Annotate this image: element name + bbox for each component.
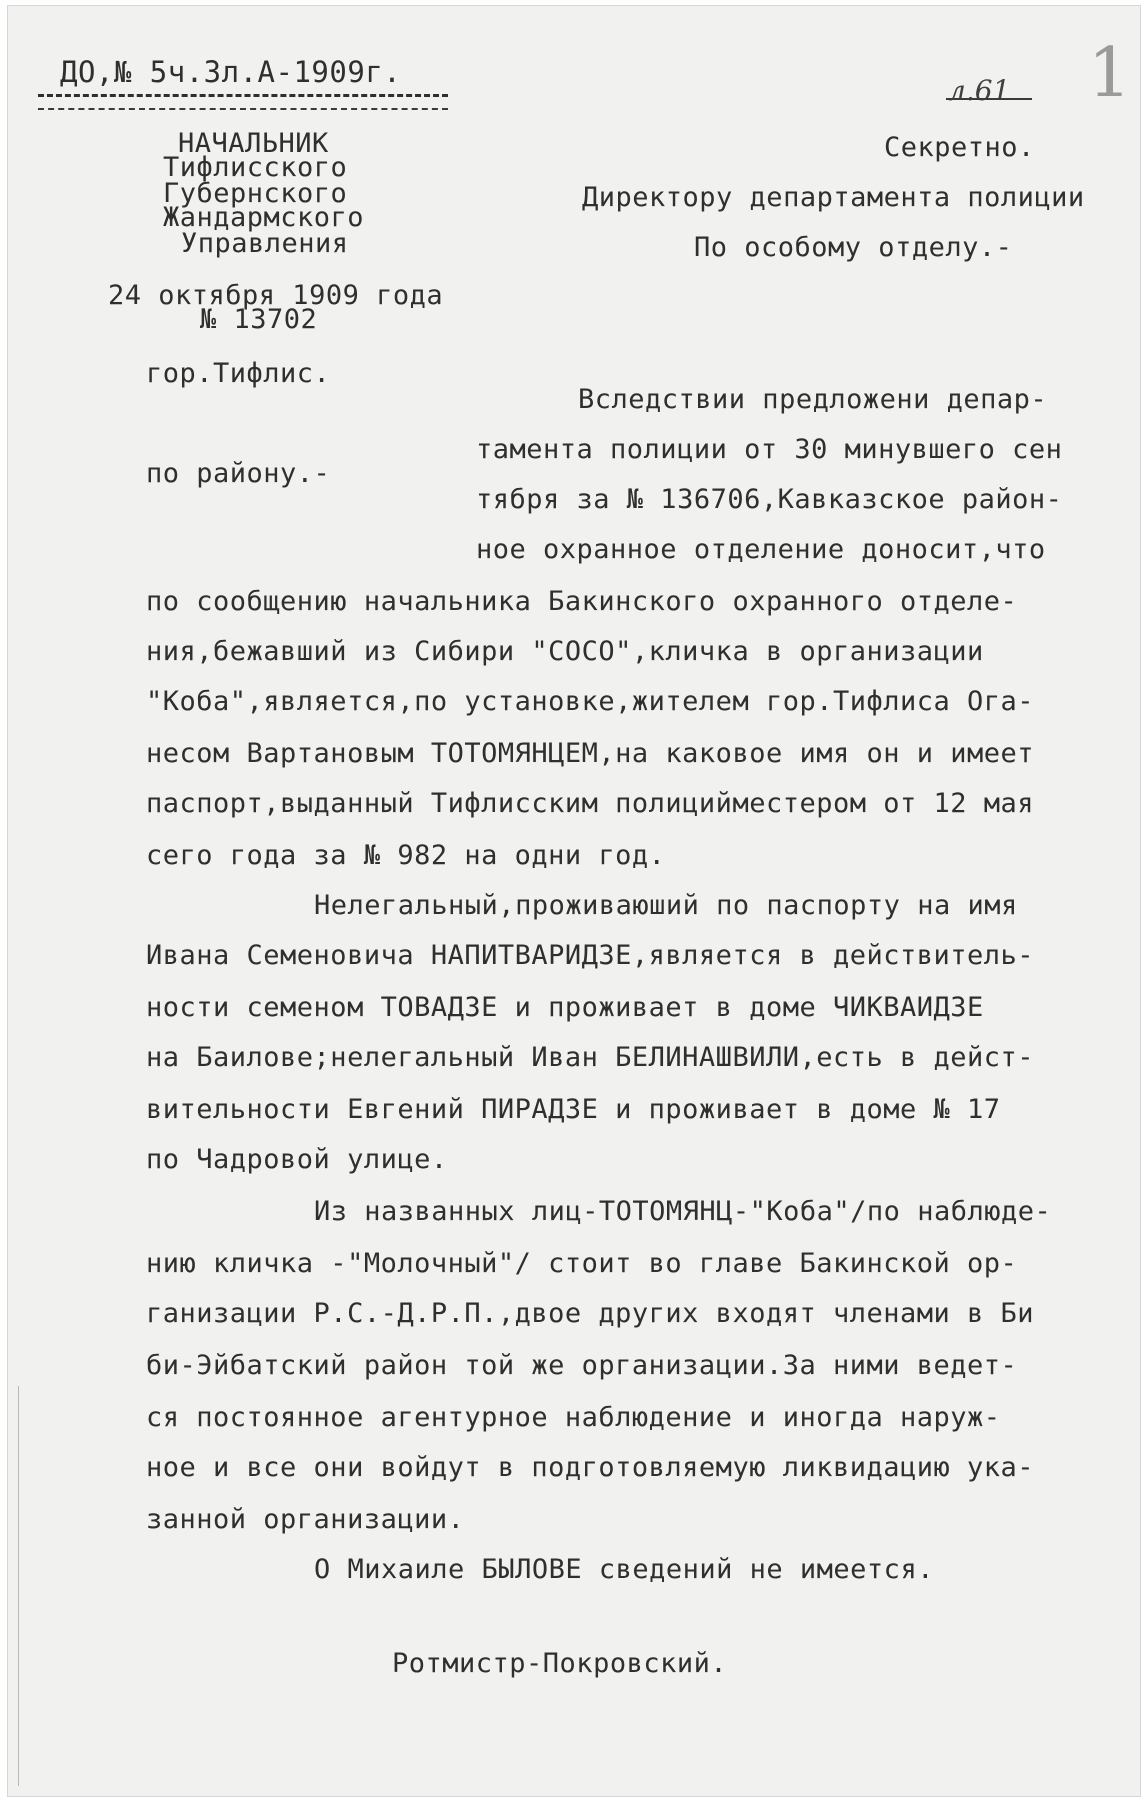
body-line: Вследствии предложени депар- xyxy=(578,384,1048,415)
body-line: по Чадровой улице. xyxy=(146,1144,448,1175)
body-line: ся постоянное агентурное наблюдение и иногда наруж- xyxy=(146,1402,1001,1433)
sender-district: по району.- xyxy=(146,458,331,489)
file-reference: ДО,№ 5ч.3л.А-1909г. xyxy=(60,55,402,89)
sender-line-3: Губернского xyxy=(163,178,348,209)
sender-line-4: Жандармского xyxy=(163,202,365,233)
body-line: на Баилове;нелегальный Иван БЕЛИНАШВИЛИ,есть в дейст- xyxy=(146,1042,1035,1073)
classification-mark: Секретно. xyxy=(884,132,1035,163)
body-line: ное и все они войдут в подготовляемую ликвидацию ука- xyxy=(146,1452,1035,1483)
body-line: О Михаиле БЫЛОВЕ сведений не имеется. xyxy=(314,1554,934,1585)
body-line: занной организации. xyxy=(146,1504,465,1535)
body-line: ганизации Р.С.-Д.Р.П.,двое других входят членами в Би xyxy=(146,1298,1035,1329)
body-line: Нелегальный,проживаюший по паспорту на имя xyxy=(314,890,1018,921)
body-line: вительности Евгений ПИРАДЗЕ и проживает в доме № 17 xyxy=(146,1094,1001,1125)
body-line: "Коба",является,по установке,жителем гор.Тифлиса Ога- xyxy=(146,686,1035,717)
body-line: паспорт,выданный Тифлисским полицийместером от 12 мая xyxy=(146,788,1035,819)
body-line: би-Эйбатский район той же организации.За ними ведет- xyxy=(146,1350,1018,1381)
document-number: № 13702 xyxy=(200,304,318,335)
sheet-number-strike xyxy=(946,98,1032,100)
body-line: Ивана Семеновича НАПИТВАРИДЗЕ,является в действитель- xyxy=(146,940,1035,971)
body-line: сего года за № 982 на одни год. xyxy=(146,840,666,871)
addressee-line-2: По особому отделу.- xyxy=(694,232,1013,263)
reference-underline xyxy=(38,94,448,97)
page-edge-shadow xyxy=(18,1386,20,1786)
sender-city: гор.Тифлис. xyxy=(146,358,331,389)
sender-line-2: Тифлисского xyxy=(163,152,348,183)
body-line: ности семеном ТОВАДЗЕ и проживает в доме ЧИКВАИДЗЕ xyxy=(146,992,984,1023)
document-page xyxy=(8,6,1140,1796)
sheet-number: л.61 xyxy=(948,74,1011,107)
document-date: 24 октября 1909 года xyxy=(108,280,444,311)
body-line: тября за № 136706,Кавказское район- xyxy=(476,484,1063,515)
archive-number: 1 xyxy=(1088,34,1132,113)
body-line: тамента полиции от 30 минувшего сен xyxy=(476,434,1063,465)
signature: Ротмистр-Покровский. xyxy=(392,1648,728,1679)
sender-title: НАЧАЛЬНИК xyxy=(178,128,329,159)
addressee-line-1: Директору департамента полиции xyxy=(582,182,1085,213)
body-line: ное охранное отделение доносит,что xyxy=(476,534,1046,565)
body-line: Из названных лиц-ТОТОМЯНЦ-"Коба"/по наблюде- xyxy=(314,1196,1052,1227)
body-line: нию кличка -"Молочный"/ стоит во главе Бакинской ор- xyxy=(146,1248,1018,1279)
sender-line-5: Управления xyxy=(181,228,349,259)
body-line: ния,бежавший из Сибири "СОСО",кличка в организации xyxy=(146,636,984,667)
body-line: несом Вартановым ТОТОМЯНЦЕМ,на каковое имя он и имеет xyxy=(146,738,1035,769)
body-line: по сообщению начальника Бакинского охранного отделе- xyxy=(146,586,1018,617)
reference-underline-2 xyxy=(38,108,448,110)
